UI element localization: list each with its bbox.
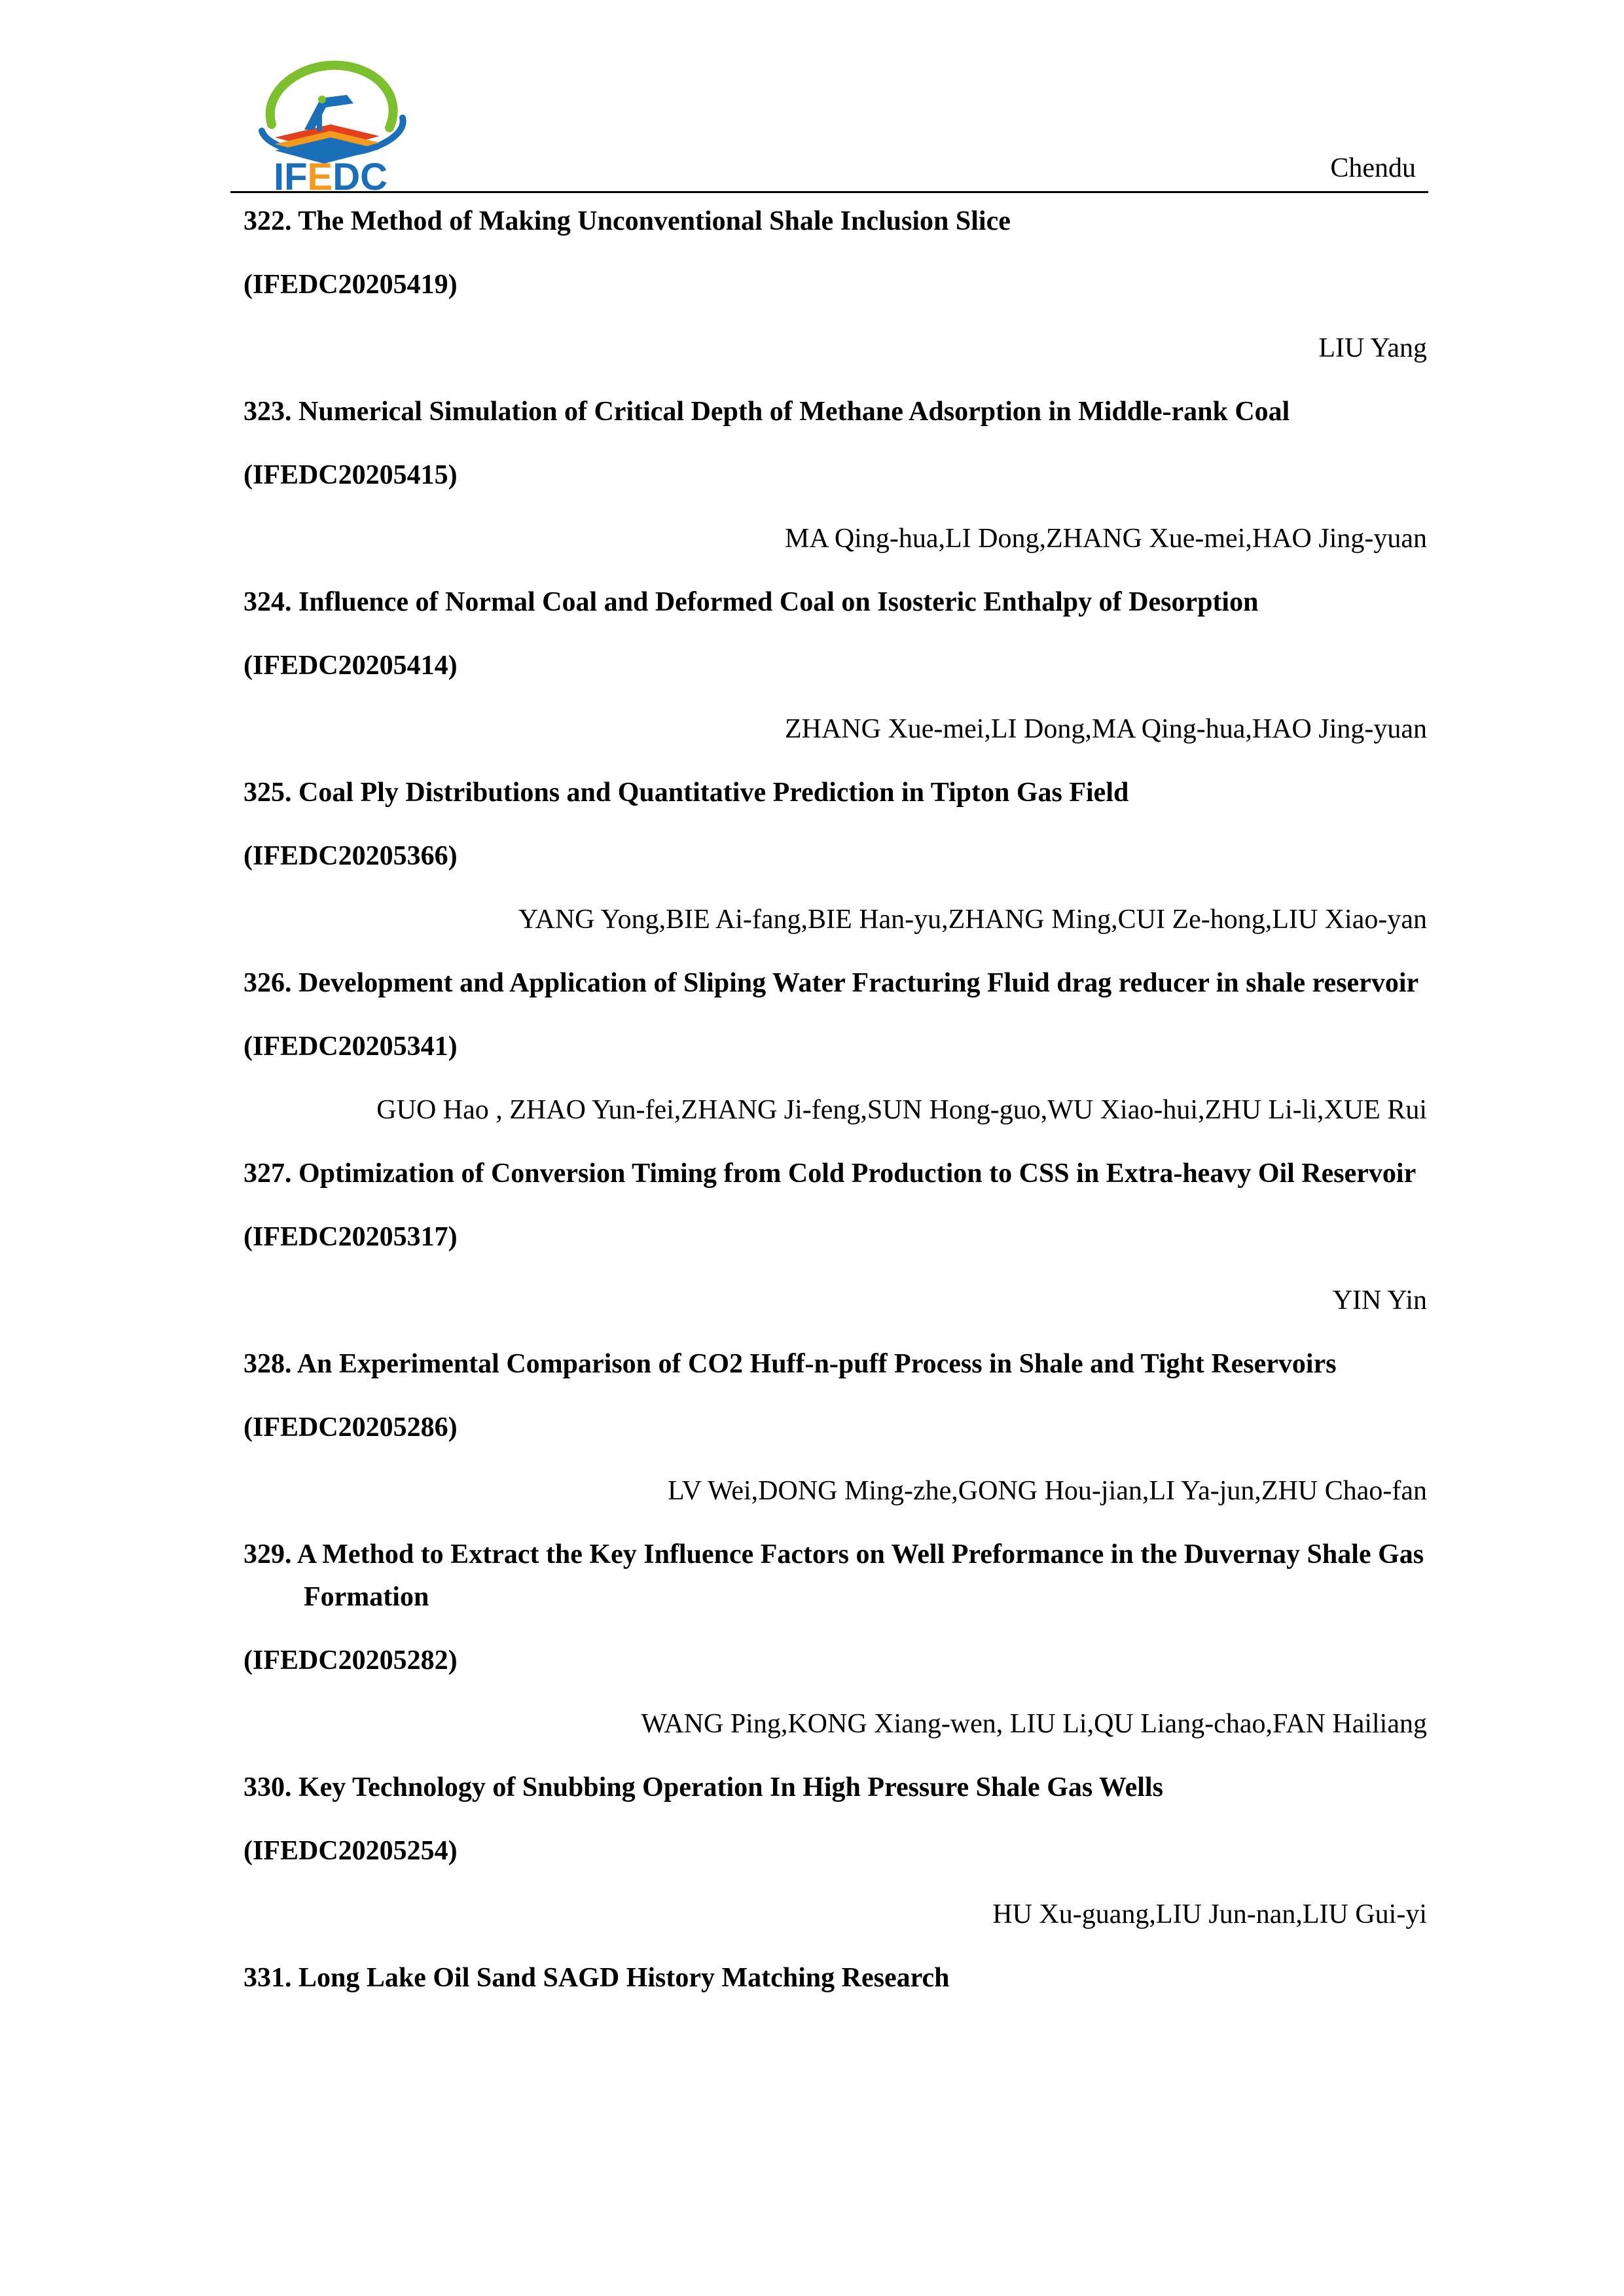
logo-wordmark: IFEDC: [273, 156, 388, 193]
paper-authors: GUO Hao , ZHAO Yun-fei,ZHANG Ji-feng,SUN Hong-guo,WU Xiao-hui,ZHU Li-li,XUE Rui: [376, 1095, 1427, 1125]
paper-code: (IFEDC20205366): [244, 841, 458, 871]
paper-title: 329. A Method to Extract the Key Influence Factors on Well Preformance in the Duvernay Shale Gas Formation: [244, 1539, 1424, 1612]
paper-entry: [244, 581, 1427, 751]
paper-code: (IFEDC20205414): [244, 651, 458, 681]
paper-authors: YIN Yin: [1332, 1285, 1427, 1316]
paper-entry: [244, 1153, 1427, 1322]
paper-entry: [244, 1957, 1427, 2000]
ifedc-logo: [249, 52, 412, 193]
paper-title: 324. Influence of Normal Coal and Deformed Coal on Isosteric Enthalpy of Desorption: [244, 587, 1259, 617]
paper-title: 322. The Method of Making Unconventional Shale Inclusion Slice: [244, 206, 1011, 236]
paper-entry: [244, 772, 1427, 941]
header-location: Chendu: [1330, 153, 1416, 183]
paper-title: 326. Development and Application of Sliping Water Fracturing Fluid drag reducer in shale reservoir: [244, 968, 1419, 998]
paper-title: 325. Coal Ply Distributions and Quantitative Prediction in Tipton Gas Field: [244, 778, 1129, 808]
paper-title: 330. Key Technology of Snubbing Operation In High Pressure Shale Gas Wells: [244, 1772, 1163, 1803]
paper-authors: WANG Ping,KONG Xiang-wen, LIU Li,QU Liang-chao,FAN Hailiang: [641, 1709, 1427, 1739]
paper-entry: [244, 1343, 1427, 1513]
paper-entry: [244, 200, 1427, 370]
paper-code: (IFEDC20205419): [244, 270, 458, 300]
paper-authors: YANG Yong,BIE Ai-fang,BIE Han-yu,ZHANG Ming,CUI Ze-hong,LIU Xiao-yan: [518, 905, 1427, 935]
paper-title: 328. An Experimental Comparison of CO2 Huff-n-puff Process in Shale and Tight Reservoirs: [244, 1349, 1337, 1379]
paper-code: (IFEDC20205286): [244, 1412, 458, 1443]
paper-title: 323. Numerical Simulation of Critical Depth of Methane Adsorption in Middle-rank Coal: [244, 397, 1290, 427]
paper-authors: LV Wei,DONG Ming-zhe,GONG Hou-jian,LI Ya-jun,ZHU Chao-fan: [667, 1476, 1427, 1506]
paper-entry: [244, 962, 1427, 1132]
paper-authors: HU Xu-guang,LIU Jun-nan,LIU Gui-yi: [992, 1899, 1427, 1929]
paper-title: 327. Optimization of Conversion Timing from Cold Production to CSS in Extra-heavy Oil Reservoir: [244, 1158, 1416, 1189]
paper-list: [244, 200, 1427, 2000]
paper-entry: [244, 391, 1427, 560]
header-divider: [230, 191, 1428, 193]
paper-code: (IFEDC20205341): [244, 1031, 458, 1062]
paper-code: (IFEDC20205282): [244, 1645, 458, 1676]
paper-entry: [244, 1534, 1427, 1746]
paper-code: (IFEDC20205254): [244, 1836, 458, 1866]
paper-authors: MA Qing-hua,LI Dong,ZHANG Xue-mei,HAO Jing-yuan: [784, 524, 1427, 554]
paper-authors: LIU Yang: [1318, 333, 1427, 363]
paper-code: (IFEDC20205317): [244, 1222, 458, 1252]
paper-entry: [244, 1767, 1427, 1936]
paper-code: (IFEDC20205415): [244, 460, 458, 490]
paper-title: 331. Long Lake Oil Sand SAGD History Matching Research: [244, 1963, 950, 1993]
paper-authors: ZHANG Xue-mei,LI Dong,MA Qing-hua,HAO Jing-yuan: [784, 714, 1427, 744]
